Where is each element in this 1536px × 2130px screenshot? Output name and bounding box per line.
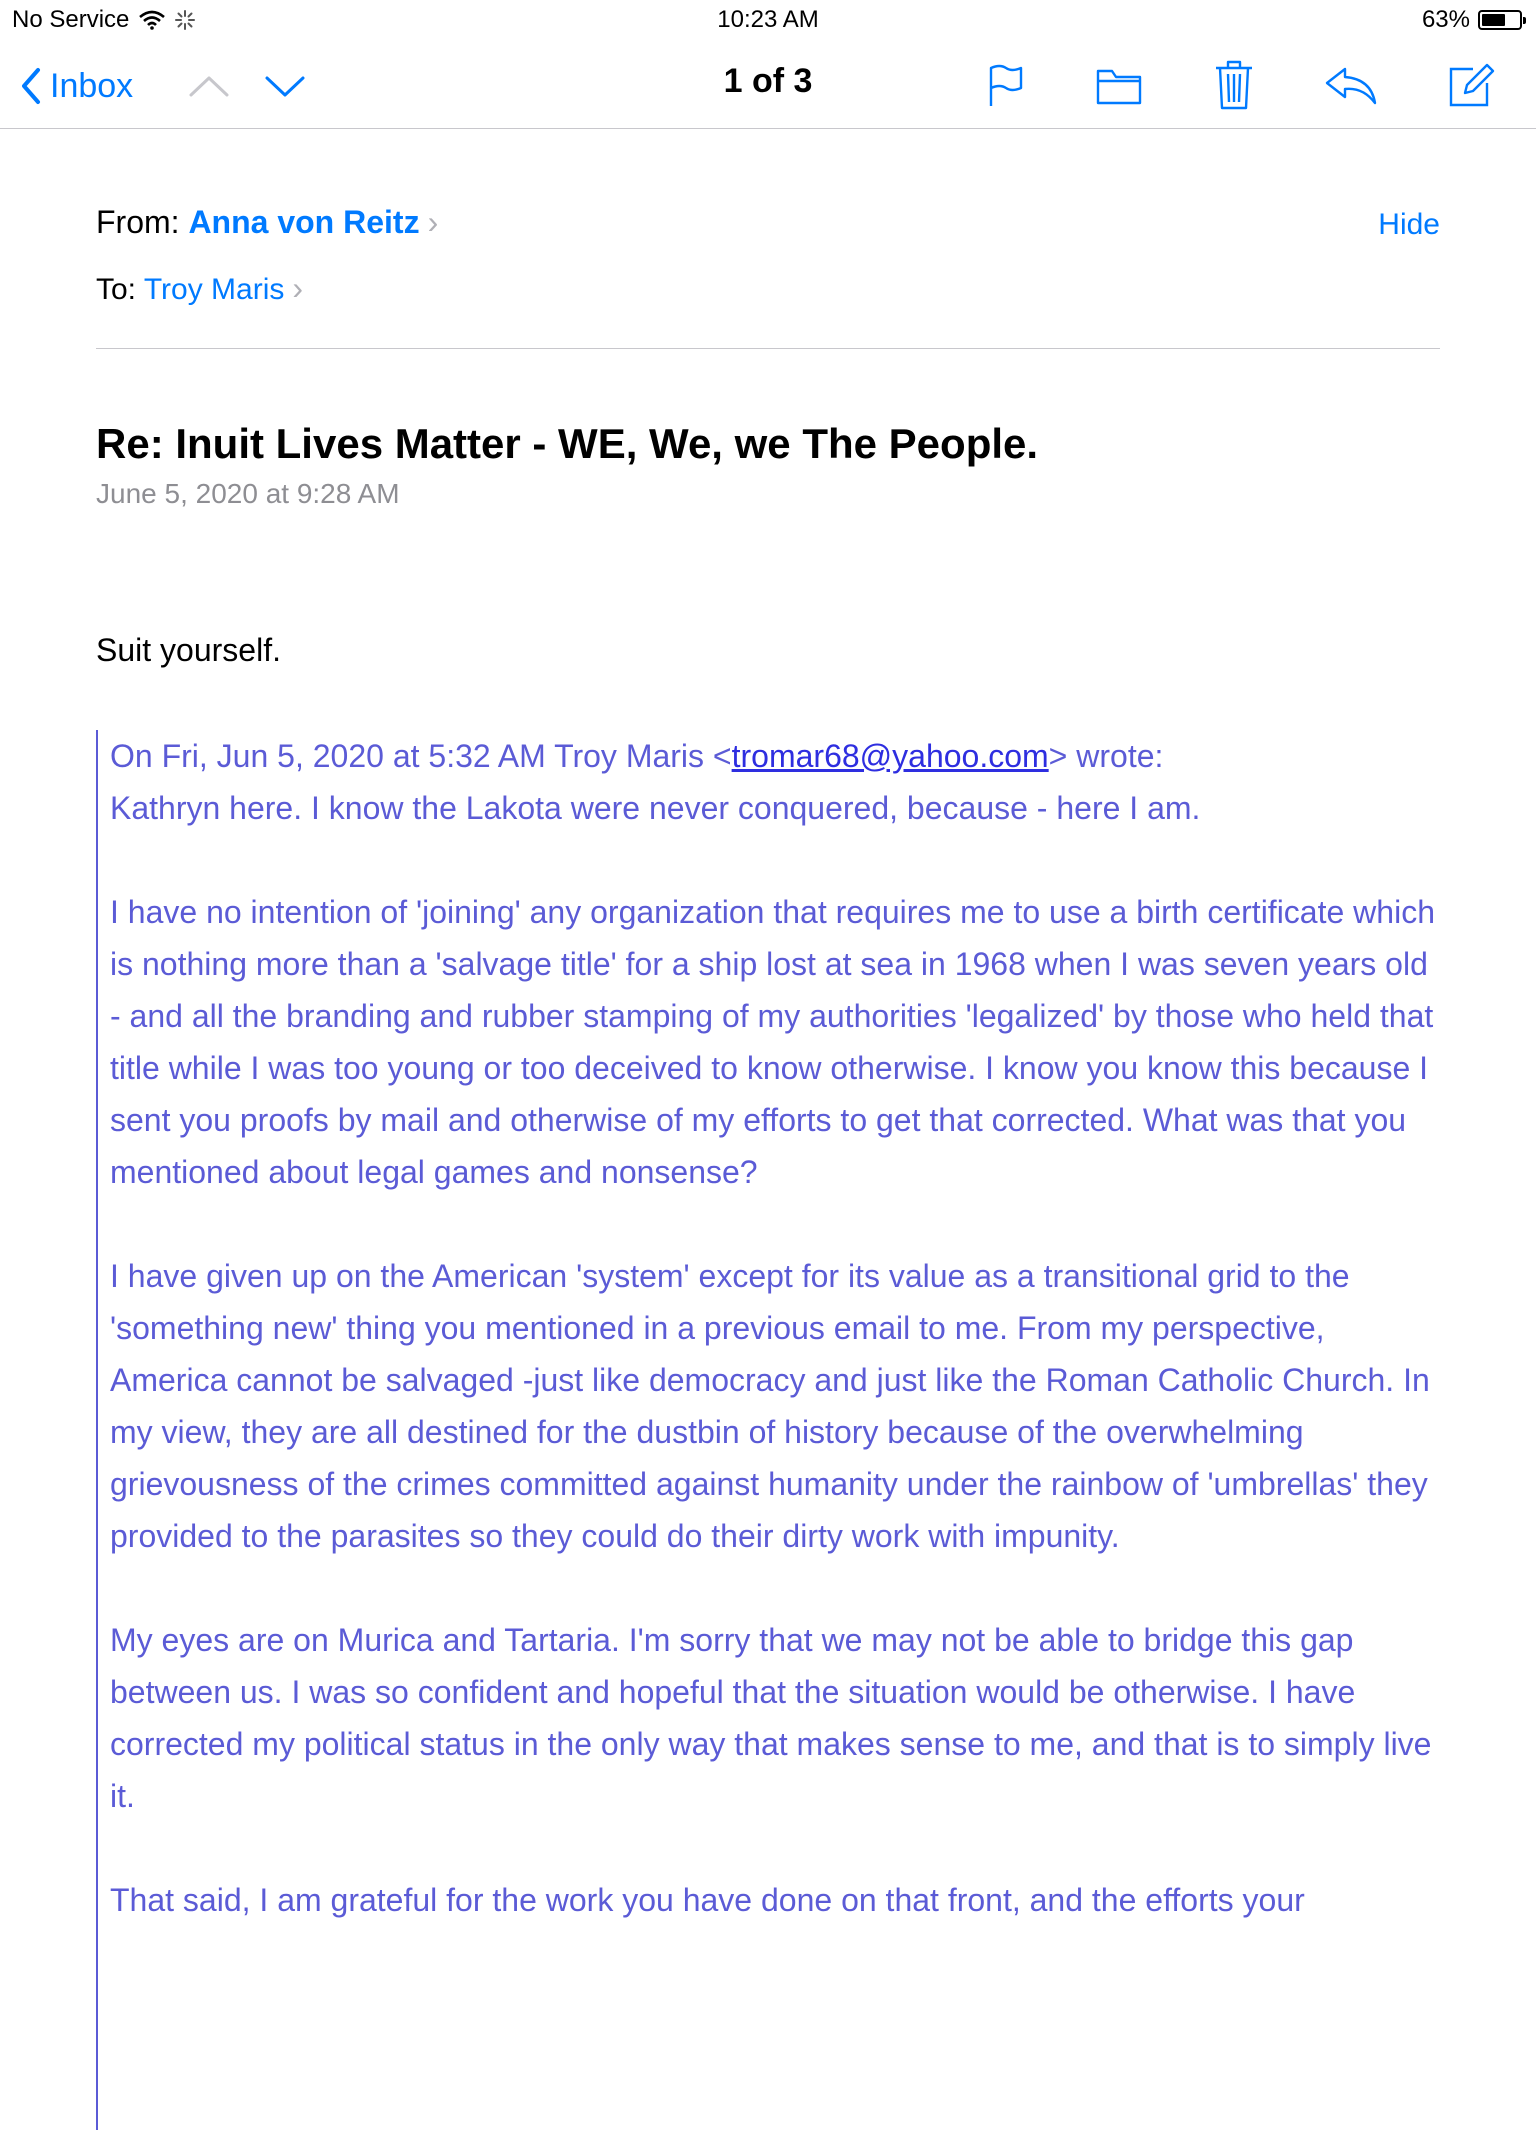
sender-email-link[interactable]: tromar68@yahoo.com (731, 738, 1049, 774)
mail-toolbar (0, 44, 1536, 129)
message-position: 1 of 3 (723, 62, 813, 100)
quote-paragraph: I have given up on the American 'system' except for its value as a transitional grid to the 'something new' thing you mentioned in a previous email to me. From my perspective, America cannot be salvaged -just like democracy and just like the Roman Catholic Church. In my view, they are all destined for the dustbin of history because of the overwhelming grievousness of the crimes committed against humanity under the rainbow of 'umbrellas' they provided to the parasites so they could do their dirty work with impunity. (110, 1258, 1430, 1554)
from-label: From: (96, 204, 180, 240)
sender-name[interactable]: Anna von Reitz (188, 204, 420, 240)
flag-icon (988, 64, 1024, 108)
to-label: To: (96, 273, 137, 306)
subject: Re: Inuit Lives Matter - WE, We, we The People. (96, 420, 1039, 467)
quote-intro (110, 730, 1442, 782)
clock: 10:23 AM (717, 6, 819, 33)
status-bar (0, 0, 1536, 44)
flag-button[interactable] (984, 58, 1028, 114)
battery-icon (1478, 10, 1522, 30)
from-row (96, 204, 1440, 241)
folder-icon (1096, 67, 1142, 105)
message-date: June 5, 2020 at 9:28 AM (96, 478, 400, 509)
carrier-text: No Service (12, 6, 130, 33)
chevron-right-icon: › (292, 270, 304, 306)
reply-text: Suit yourself. (96, 632, 281, 668)
quote-paragraph: I have no intention of 'joining' any organization that requires me to use a birth certificate which is nothing more than a 'salvage title' for a ship lost at sea in 1968 when I was seven years old - and all the branding and rubber stamping of my authorities 'legalized' by those who held that title while I was too young or too deceived to know otherwise. I know you know this because I sent you proofs by mail and otherwise of my efforts to get that corrected. What was that you mentioned about legal games and nonsense? (110, 894, 1435, 1190)
compose-button[interactable] (1446, 56, 1496, 114)
trash-icon (1214, 58, 1254, 110)
reply-button[interactable] (1324, 58, 1378, 114)
battery-percent: 63% (1421, 6, 1470, 33)
quote-intro-prefix: On Fri, Jun 5, 2020 at 5:32 AM Troy Maris < (110, 738, 732, 774)
back-label: Inbox (50, 66, 134, 105)
quote-intro-suffix: > wrote: (1048, 738, 1164, 774)
chevron-right-icon: › (427, 204, 439, 240)
hide-details-button[interactable]: Hide (1378, 208, 1440, 241)
move-to-folder-button[interactable] (1094, 58, 1144, 114)
status-right (1422, 6, 1522, 34)
reply-icon (1325, 67, 1377, 105)
quote-paragraph: That said, I am grateful for the work you have done on that front, and the efforts your (110, 1882, 1305, 1918)
quote-paragraph: My eyes are on Murica and Tartaria. I'm sorry that we may not be able to bridge this gap between us. I was so confident and hopeful that the situation would be otherwise. I have corrected my political status in the only way that makes sense to me, and that is to simply live it. (110, 1622, 1432, 1814)
compose-icon (1447, 61, 1495, 109)
trash-button[interactable] (1212, 54, 1256, 114)
quote-paragraph: Kathryn here. I know the Lakota were never conquered, because - here I am. (110, 790, 1201, 826)
to-row (96, 270, 1440, 307)
header-divider (96, 348, 1440, 349)
quoted-message (96, 730, 1442, 2130)
recipient-name[interactable]: Troy Maris (143, 273, 285, 306)
